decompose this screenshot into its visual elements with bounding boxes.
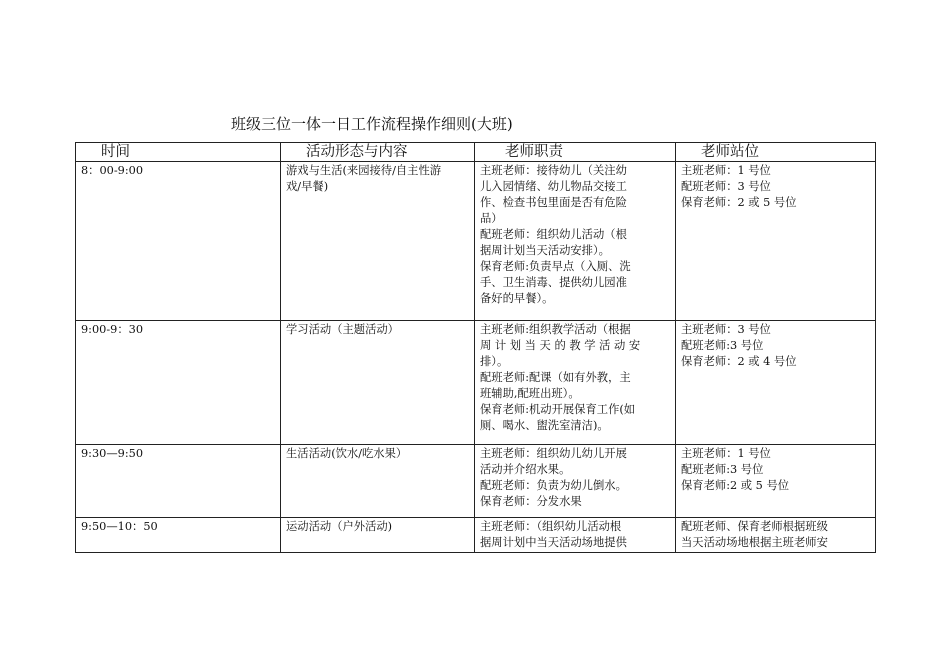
time-text: 9:50—10：50 bbox=[81, 520, 158, 533]
duty-line: 儿入园情绪、幼儿物品交接工 bbox=[480, 180, 627, 193]
activity-line: 戏/早餐) bbox=[286, 180, 329, 193]
position-line: 保育老师：2 或 4 号位 bbox=[681, 355, 797, 368]
table-row bbox=[76, 445, 876, 518]
activity-cell bbox=[281, 518, 475, 553]
duties-cell bbox=[475, 162, 676, 321]
position-cell bbox=[676, 518, 876, 553]
duty-line: 保育老师：分发水果 bbox=[480, 495, 582, 508]
duty-line: 手、卫生消毒、提供幼儿园准 bbox=[480, 276, 627, 289]
document-title: 班级三位一体一日工作流程操作细则(大班) bbox=[231, 115, 513, 133]
time-cell bbox=[76, 518, 281, 553]
duty-line: 品） bbox=[480, 212, 503, 225]
time-cell bbox=[76, 162, 281, 321]
position-line: 保育老师：2 或 5 号位 bbox=[681, 196, 797, 209]
duty-line: 据周计划当天活动安排）。 bbox=[480, 244, 610, 257]
duty-line: 主班老师：接待幼儿（关注幼 bbox=[480, 164, 627, 177]
duty-line: 作、检查书包里面是否有危险 bbox=[480, 196, 627, 209]
time-text: 9:00-9：30 bbox=[81, 323, 144, 336]
duty-line: 配班老师：负责为幼儿倒水。 bbox=[480, 479, 627, 492]
time-cell bbox=[76, 321, 281, 445]
table-header-row bbox=[76, 143, 876, 162]
position-cell bbox=[676, 321, 876, 445]
header-activity: 活动形态与内容 bbox=[281, 143, 475, 162]
header-duties: 老师职责 bbox=[475, 143, 676, 162]
duty-line: 备好的早餐）。 bbox=[480, 292, 554, 305]
duty-line: 周 计 划 当 天 的 教 学 活 动 安 bbox=[480, 339, 641, 352]
header-time: 时间 bbox=[76, 143, 281, 162]
position-line: 配班老师:3 号位 bbox=[681, 463, 764, 476]
time-cell bbox=[76, 445, 281, 518]
time-text: 8：00-9:00 bbox=[81, 164, 144, 177]
position-line: 当天活动场地根据主班老师安 bbox=[681, 536, 828, 549]
duty-line: 据周计划中当天活动场地提供 bbox=[480, 536, 627, 549]
duties-cell bbox=[475, 518, 676, 553]
position-line: 主班老师：1 号位 bbox=[681, 164, 771, 177]
duties-cell bbox=[475, 321, 676, 445]
position-line: 配班老师:3 号位 bbox=[681, 339, 764, 352]
duty-line: 排）。 bbox=[480, 355, 509, 368]
table-row bbox=[76, 162, 876, 321]
activity-cell bbox=[281, 445, 475, 518]
table-row bbox=[76, 518, 876, 553]
duty-line: 保育老师:负责早点（入厕、洗 bbox=[480, 260, 631, 273]
duty-line: 活动并介绍水果。 bbox=[480, 463, 571, 476]
header-position: 老师站位 bbox=[676, 143, 876, 162]
position-cell bbox=[676, 162, 876, 321]
position-line: 保育老师:2 或 5 号位 bbox=[681, 479, 790, 492]
duty-line: 厕、喝水、盥洗室清洁)。 bbox=[480, 419, 609, 432]
table-row bbox=[76, 321, 876, 445]
schedule-table bbox=[75, 142, 876, 553]
position-line: 主班老师：3 号位 bbox=[681, 323, 771, 336]
position-cell bbox=[676, 445, 876, 518]
duty-line: 配班老师:配课（如有外教，主 bbox=[480, 371, 631, 384]
duty-line: 主班老师：组织幼儿幼儿开展 bbox=[480, 447, 627, 460]
time-text: 9:30—9:50 bbox=[81, 447, 144, 460]
activity-cell bbox=[281, 162, 475, 321]
activity-cell bbox=[281, 321, 475, 445]
duties-cell bbox=[475, 445, 676, 518]
position-line: 主班老师：1 号位 bbox=[681, 447, 771, 460]
activity-line: 学习活动（主题活动） bbox=[286, 323, 399, 336]
activity-line: 运动活动（户外活动) bbox=[286, 520, 393, 533]
duty-line: 班辅助,配班出班）。 bbox=[480, 387, 580, 400]
position-line: 配班老师：3 号位 bbox=[681, 180, 771, 193]
duty-line: 保育老师:机动开展保育工作(如 bbox=[480, 403, 636, 416]
duty-line: 配班老师：组织幼儿活动（根 bbox=[480, 228, 627, 241]
activity-line: 游戏与生活(来园接待/自主性游 bbox=[286, 164, 442, 177]
position-line: 配班老师、保育老师根据班级 bbox=[681, 520, 828, 533]
duty-line: 主班老师:组织教学活动（根据 bbox=[480, 323, 631, 336]
duty-line: 主班老师：（组织幼儿活动根 bbox=[480, 520, 622, 533]
activity-line: 生活活动(饮水/吃水果） bbox=[286, 447, 408, 460]
